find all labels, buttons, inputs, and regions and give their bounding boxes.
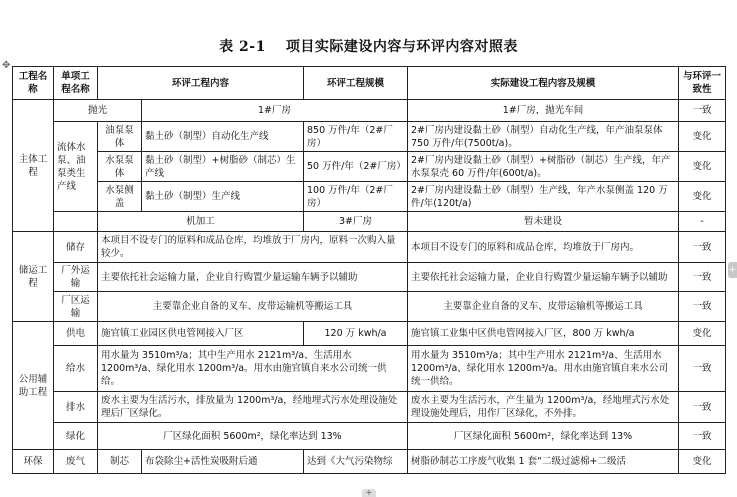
scale-machining: 3#厂房 — [304, 212, 408, 232]
unit-polish: 抛光 — [54, 100, 142, 122]
header-row — [13, 67, 726, 100]
actual-storage: 本项目不设专门的原料和成品仓库，均堆放于厂房内。 — [408, 232, 679, 263]
actual-waste-gas: 树脂砂制芯工序废气收集 1 套“二级过滤棉+二级活 — [408, 450, 679, 474]
table-row — [13, 346, 726, 392]
eia-water-pump: 黏土砂（制型）+树脂砂（制芯）生产线 — [142, 152, 304, 182]
cons-storage: 一致 — [679, 232, 726, 263]
actual-water-supply: 用水量为 3510m³/a；其中生产用水 2121m³/a、生活用水 1200m³/a、绿化用水 1200m³/a。用水由施官镇自来水公司统一供给。 — [408, 346, 679, 392]
unit-waste-gas: 废气 — [54, 450, 98, 474]
group-storage: 储运工程 — [13, 232, 54, 322]
actual-side-cover: 2#厂房内建设黏土砂（制型）生产线，年产水泵侧盖 120 万件/年(120t/a) — [408, 182, 679, 212]
header-eng-name: 工程名称 — [13, 67, 54, 100]
table-row — [13, 392, 726, 423]
sub-water-pump: 水泵泵体 — [98, 152, 142, 182]
move-handle-icon[interactable]: ✥ — [2, 60, 11, 71]
header-actual: 实际建设工程内容及规模 — [408, 67, 679, 100]
cons-out-trans: 一致 — [679, 263, 726, 292]
table-row — [13, 232, 726, 263]
cons-side-cover: 变化 — [679, 182, 726, 212]
cons-oil-pump: 变化 — [679, 122, 726, 152]
table-row — [13, 212, 726, 232]
blank-cell — [54, 212, 98, 232]
sub-oil-pump: 油泵泵体 — [98, 122, 142, 152]
table-row — [13, 322, 726, 346]
scale-water-pump: 50 万件/年（2#厂房） — [304, 152, 408, 182]
unit-greening: 绿化 — [54, 423, 98, 450]
add-row-handle-icon[interactable]: + — [362, 489, 376, 497]
actual-out-trans: 主要依托社会运输力量，企业自行购置少量运输车辆予以辅助 — [408, 263, 679, 292]
eia-storage: 本项目不设专门的原料和成品仓库，均堆放于厂房内，原料一次购入量较少。 — [98, 232, 408, 263]
cons-water-pump: 变化 — [679, 152, 726, 182]
unit-out-trans: 厂外运输 — [54, 263, 98, 292]
eia-oil-pump: 黏土砂（制型）自动化生产线 — [142, 122, 304, 152]
table-row — [13, 423, 726, 450]
table-number: 表 2-1 — [219, 39, 266, 55]
eia-greening: 厂区绿化面积 5600m²，绿化率达到 13% — [98, 423, 408, 450]
actual-power: 施官镇工业集中区供电管网接入厂区，800 万 kwh/a — [408, 322, 679, 346]
group-utility: 公用辅助工程 — [13, 322, 54, 450]
table-title-text: 项目实际建设内容与环评内容对照表 — [285, 39, 518, 55]
header-unit-name: 单项工程名称 — [54, 67, 98, 100]
actual-machining: 暂未建设 — [408, 212, 679, 232]
table-row — [13, 292, 726, 322]
sub-side-cover: 水泵侧盖 — [98, 182, 142, 212]
scale-power: 120 万 kwh/a — [304, 322, 408, 346]
table-row — [13, 263, 726, 292]
eia-machining: 机加工 — [98, 212, 304, 232]
table-title — [0, 36, 737, 56]
cons-greening: 一致 — [679, 423, 726, 450]
table-row — [13, 100, 726, 122]
unit-drainage: 排水 — [54, 392, 98, 423]
unit-water-supply: 给水 — [54, 346, 98, 392]
unit-in-trans: 厂区运输 — [54, 292, 98, 322]
group-env: 环保 — [13, 450, 54, 474]
actual-greening: 厂区绿化面积 5600m²，绿化率达到 13% — [408, 423, 679, 450]
header-eia-scale: 环评工程规模 — [304, 67, 408, 100]
actual-in-trans: 主要靠企业自备的叉车、皮带运输机等搬运工具 — [408, 292, 679, 322]
eia-polish: 1#厂房 — [142, 100, 408, 122]
actual-drainage: 废水主要为生活污水，产生量为 1200m³/a，经地埋式污水处理设施处理后，用作厂区绿化，不外排。 — [408, 392, 679, 423]
cons-water-supply: 一致 — [679, 346, 726, 392]
scale-side-cover: 100 万件/年（2#厂房） — [304, 182, 408, 212]
scale-waste-gas: 达到《大气污染物综 — [304, 450, 408, 474]
cons-waste-gas: 变化 — [679, 450, 726, 474]
eia-drainage: 废水主要为生活污水，排放量为 1200m³/a，经地埋式污水处理设施处理后厂区绿化。 — [98, 392, 408, 423]
header-eia-content: 环评工程内容 — [98, 67, 304, 100]
sub-waste-gas: 制芯 — [98, 450, 142, 474]
eia-power: 施官镇工业园区供电管网接入厂区 — [98, 322, 304, 346]
cons-polish: 一致 — [679, 100, 726, 122]
scale-oil-pump: 850 万件/年（2#厂房） — [304, 122, 408, 152]
comparison-table — [12, 66, 726, 474]
table-row — [13, 152, 726, 182]
eia-waste-gas: 布袋除尘+活性炭吸附后通 — [142, 450, 304, 474]
eia-water-supply: 用水量为 3510m³/a；其中生产用水 2121m³/a、生活用水 1200m³/a、绿化用水 1200m³/a。用水由施官镇自来水公司统一供给。 — [98, 346, 408, 392]
add-column-handle-icon[interactable]: + — [728, 262, 737, 278]
group-main: 主体工程 — [13, 100, 54, 232]
table-row — [13, 182, 726, 212]
header-consistency: 与环评一致性 — [679, 67, 726, 100]
actual-polish: 1#厂房，抛光车间 — [408, 100, 679, 122]
eia-in-trans: 主要靠企业自备的叉车、皮带运输机等搬运工具 — [98, 292, 408, 322]
table-row — [13, 122, 726, 152]
group-pump: 流体水泵、油泵类生产线 — [54, 122, 98, 212]
eia-out-trans: 主要依托社会运输力量，企业自行购置少量运输车辆予以辅助 — [98, 263, 408, 292]
eia-side-cover: 黏土砂（制型）生产线 — [142, 182, 304, 212]
table-row — [13, 450, 726, 474]
cons-in-trans: 一致 — [679, 292, 726, 322]
unit-storage: 储存 — [54, 232, 98, 263]
actual-oil-pump: 2#厂房内建设黏土砂（制型）自动化生产线，年产油泵泵体 750 万件/年(7500t/a)。 — [408, 122, 679, 152]
cons-power: 变化 — [679, 322, 726, 346]
unit-power: 供电 — [54, 322, 98, 346]
actual-water-pump: 2#厂房内建设黏土砂（制型）+树脂砂（制芯）生产线，年产水泵泵壳 60 万件/年(600t/a)。 — [408, 152, 679, 182]
cons-drainage: 一致 — [679, 392, 726, 423]
cons-machining: - — [679, 212, 726, 232]
